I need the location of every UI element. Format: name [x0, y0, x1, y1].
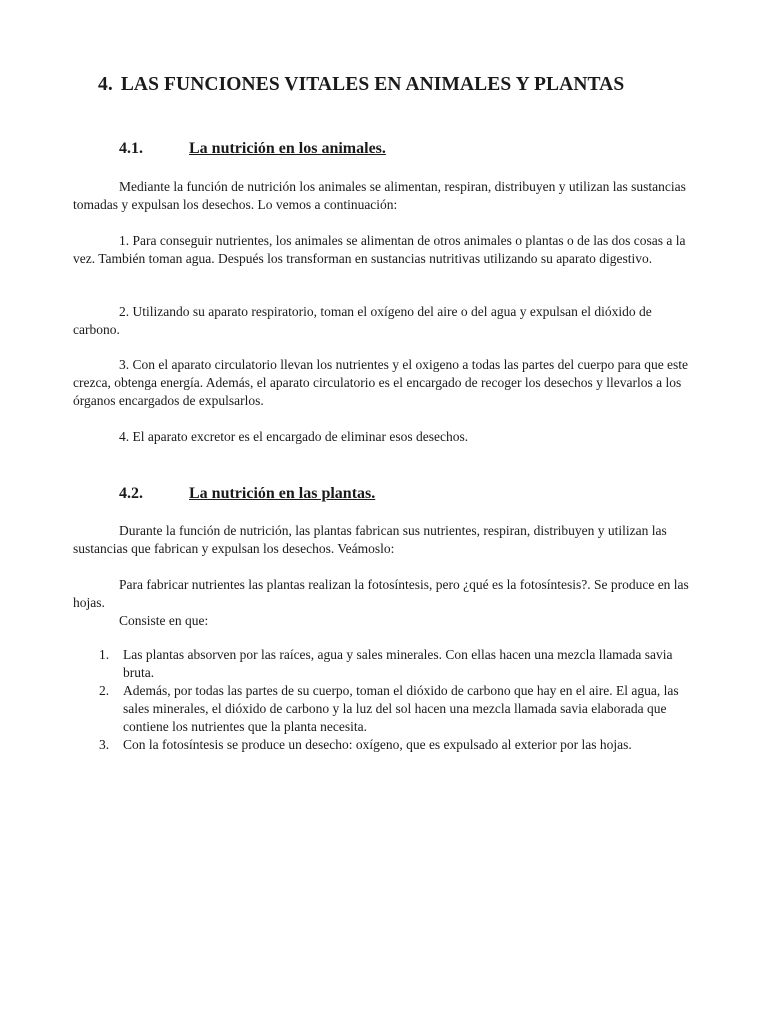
list-item-text: Con la fotosíntesis se produce un desecho: oxígeno, que es expulsado al exterior por las hojas. [123, 737, 632, 752]
section-title: La nutrición en las plantas. [189, 485, 376, 502]
animal-point-2: 2. Utilizando su aparato respiratorio, toman el oxígeno del aire o del agua y expulsan el dióxido de carbono. [73, 304, 652, 337]
list-item [96, 682, 696, 736]
list-item [96, 736, 696, 754]
list-item [96, 646, 696, 682]
list-item-number: 2. [99, 683, 110, 698]
title-number: 4. [98, 74, 113, 95]
consists-line: Consiste en que: [119, 613, 209, 628]
section-number: 4.1. [119, 140, 143, 157]
section-intro-paragraph: Durante la función de nutrición, las plantas fabrican sus nutrientes, respiran, distribuyen y utilizan las sustancias que fabrican y expulsan los desechos. Veámoslo: [73, 523, 667, 556]
list-item-number: 3. [99, 737, 110, 752]
section-heading-plants [119, 485, 375, 503]
section-title: La nutrición en los animales. [189, 140, 386, 157]
section-number: 4.2. [119, 485, 143, 502]
animal-point-1: 1. Para conseguir nutrientes, los animales se alimentan de otros animales o plantas o de las dos cosas a la vez. También toman agua. Después los transforman en sustancias nutritivas utilizando su aparato digestivo. [73, 233, 686, 266]
animal-point-4: 4. El aparato excretor es el encargado de eliminar esos desechos. [119, 429, 469, 444]
page-title [98, 74, 624, 96]
section-intro-paragraph: Mediante la función de nutrición los animales se alimentan, respiran, distribuyen y utilizan las sustancias tomadas y expulsan los desechos. Lo vemos a continuación: [73, 179, 686, 212]
animal-point-3: 3. Con el aparato circulatorio llevan los nutrientes y el oxigeno a todas las partes del cuerpo para que este crezca, obtenga energía. Además, el aparato circulatorio es el encargado de recoger los desechos y llevarlos a los órganos encargados de expulsarlos. [73, 357, 689, 408]
list-item-text: Además, por todas las partes de su cuerpo, toman el dióxido de carbono que hay en el aire. El agua, las sales minerales, el dióxido de carbono y la luz del sol hacen una mezcla llamada savia elaborada que contiene los nutrientes que la planta necesita. [123, 683, 679, 734]
list-item-text: Las plantas absorven por las raíces, agua y sales minerales. Con ellas hacen una mezcla llamada savia bruta. [123, 647, 673, 680]
photosynthesis-paragraph: Para fabricar nutrientes las plantas realizan la fotosíntesis, pero ¿qué es la fotosíntesis?. Se produce en las hojas. [73, 577, 689, 610]
section-heading-animals [119, 140, 386, 158]
photosynthesis-steps-list [96, 646, 696, 754]
title-text: LAS FUNCIONES VITALES EN ANIMALES Y PLANTAS [120, 74, 625, 95]
list-item-number: 1. [99, 647, 110, 662]
